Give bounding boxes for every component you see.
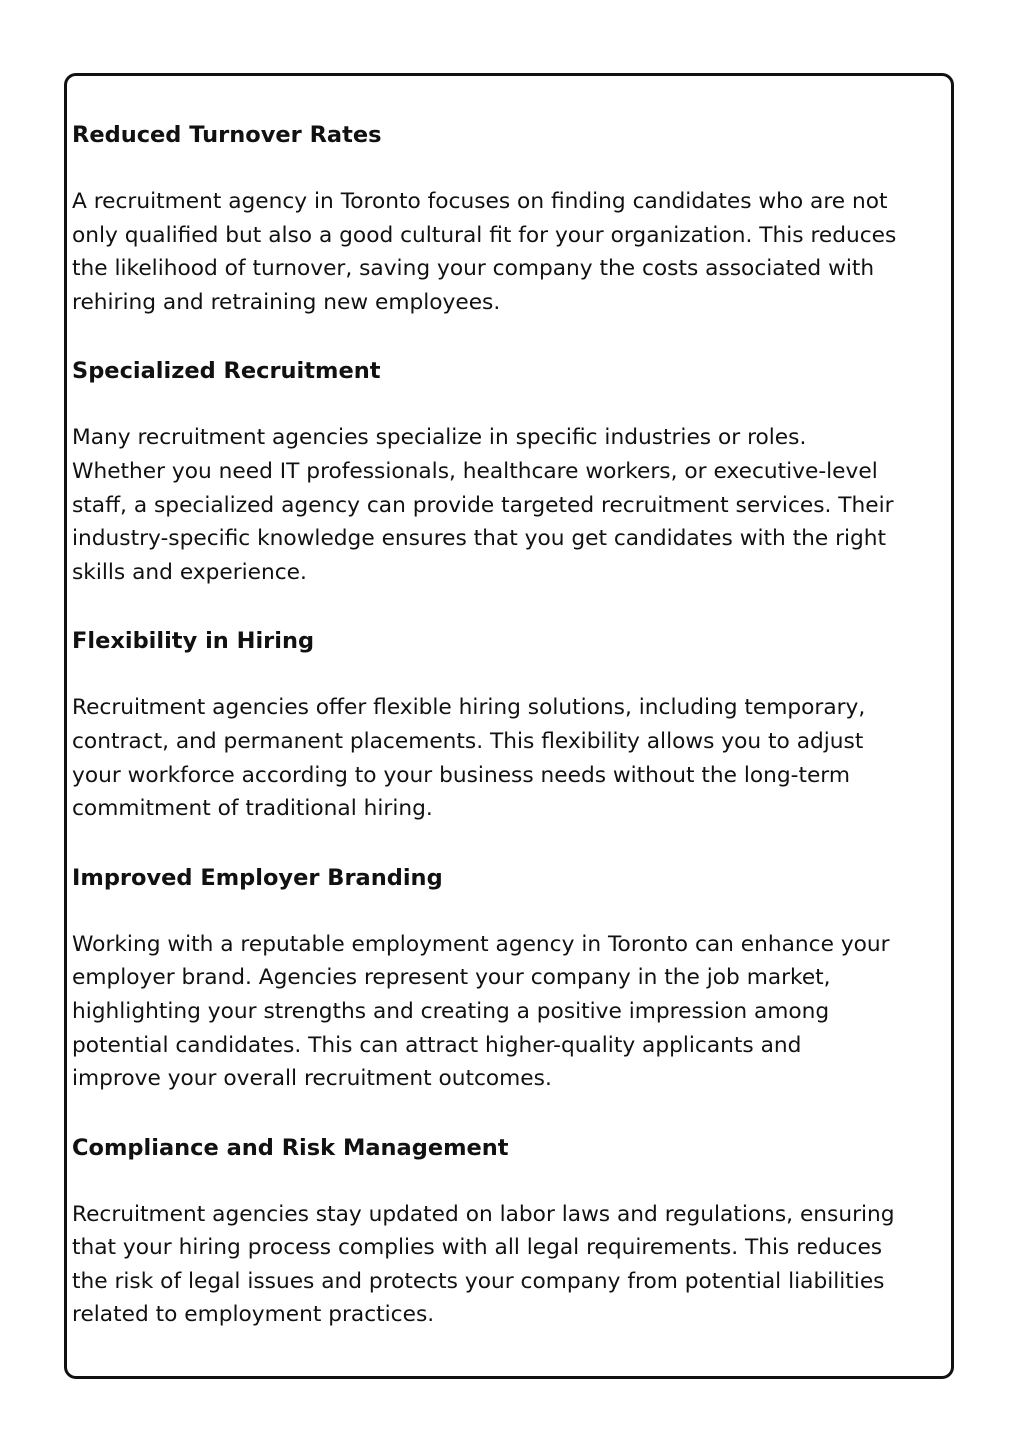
section-body bbox=[72, 185, 952, 319]
section-heading: Flexibility in Hiring bbox=[72, 628, 315, 655]
body-line: Whether you need IT professionals, healthcare workers, or executive-level bbox=[72, 458, 878, 484]
body-line: employer brand. Agencies represent your company in the job market, bbox=[72, 965, 831, 991]
section-heading: Improved Employer Branding bbox=[72, 864, 443, 891]
body-line: your workforce according to your business needs without the long-term bbox=[72, 762, 850, 788]
body-line: related to employment practices. bbox=[72, 1302, 435, 1328]
body-line: only qualified but also a good cultural fit for your organization. This reduces bbox=[72, 222, 897, 248]
body-line: highlighting your strengths and creating a positive impression among bbox=[72, 998, 830, 1024]
body-line: contract, and permanent placements. This flexibility allows you to adjust bbox=[72, 728, 864, 754]
body-line: Recruitment agencies stay updated on labor laws and regulations, ensuring bbox=[72, 1201, 895, 1227]
section-compliance-risk bbox=[72, 1131, 952, 1332]
section-body bbox=[72, 1198, 952, 1332]
section-employer-branding bbox=[72, 861, 952, 1096]
body-line: Many recruitment agencies specialize in specific industries or roles. bbox=[72, 425, 807, 451]
section-specialized-recruitment bbox=[72, 354, 952, 589]
body-line: commitment of traditional hiring. bbox=[72, 796, 433, 822]
body-line: skills and experience. bbox=[72, 559, 307, 585]
section-flexibility-in-hiring bbox=[72, 624, 952, 825]
body-line: rehiring and retraining new employees. bbox=[72, 289, 501, 315]
body-line: that your hiring process complies with all legal requirements. This reduces bbox=[72, 1235, 883, 1261]
body-line: A recruitment agency in Toronto focuses on finding candidates who are not bbox=[72, 189, 888, 214]
section-heading: Compliance and Risk Management bbox=[72, 1134, 509, 1161]
body-line: industry-specific knowledge ensures that you get candidates with the right bbox=[72, 526, 887, 552]
body-line: staff, a specialized agency can provide targeted recruitment services. Their bbox=[72, 492, 894, 518]
section-heading: Specialized Recruitment bbox=[72, 358, 381, 385]
body-line: the likelihood of turnover, saving your company the costs associated with bbox=[72, 256, 875, 282]
section-heading: Reduced Turnover Rates bbox=[72, 122, 382, 148]
section-reduced-turnover bbox=[72, 118, 952, 319]
body-line: Recruitment agencies offer flexible hiring solutions, including temporary, bbox=[72, 695, 866, 721]
body-line: improve your overall recruitment outcomes. bbox=[72, 1066, 552, 1092]
body-line: potential candidates. This can attract higher-quality applicants and bbox=[72, 1032, 802, 1058]
section-body bbox=[72, 421, 952, 589]
document-content bbox=[72, 118, 952, 1367]
section-body bbox=[72, 928, 952, 1096]
body-line: the risk of legal issues and protects your company from potential liabilities bbox=[72, 1268, 885, 1294]
section-body bbox=[72, 691, 952, 825]
body-line: Working with a reputable employment agency in Toronto can enhance your bbox=[72, 931, 890, 957]
